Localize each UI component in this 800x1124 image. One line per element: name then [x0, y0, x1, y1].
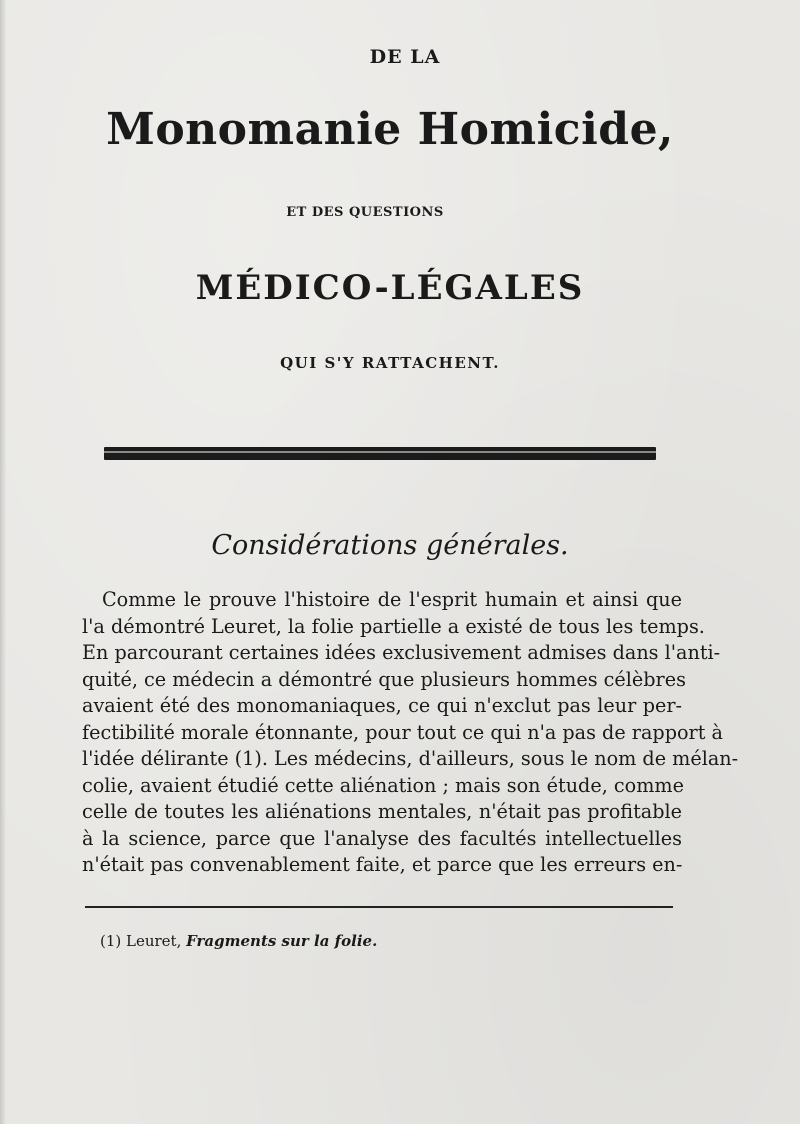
body-line: colie, avaient étudié cette aliénation ; mais son étude, comme [82, 773, 684, 797]
body-line: avaient été des monomaniaques, ce qui n'exclut pas leur per- [82, 694, 682, 717]
ornamental-rule [104, 447, 656, 460]
footnote-title: Fragments sur la folie. [186, 932, 378, 950]
body-line: Comme le prouve l'histoire de l'esprit humain et ainsi que [102, 588, 682, 611]
main-title: Monomanie Homicide, [106, 104, 674, 155]
page-edge-shadow [0, 0, 6, 1124]
section-heading: Considérations générales. [211, 530, 569, 561]
footnote [100, 932, 377, 950]
title-de-la: DE LA [369, 46, 441, 68]
body-paragraph [82, 587, 739, 879]
body-line: quité, ce médecin a démontré que plusieurs hommes célèbres [82, 667, 686, 691]
footnote-marker: (1) Leuret, [100, 932, 182, 950]
subtitle-qui-s-y-rattachent: QUI S'Y RATTACHENT. [280, 354, 500, 372]
subtitle-et-des-questions: ET DES QUESTIONS [286, 205, 444, 220]
body-line: celle de toutes les aliénations mentales, n'était pas profitable [82, 800, 682, 823]
body-line: En parcourant certaines idées exclusivement admises dans l'anti- [82, 641, 721, 664]
footnote-rule [85, 906, 673, 908]
body-line: n'était pas convenablement faite, et parce que les erreurs en- [82, 853, 683, 876]
body-line: l'idée délirante (1). Les médecins, d'ailleurs, sous le nom de mélan- [82, 747, 739, 770]
body-line: à la science, parce que l'analyse des facultés intellectuelles [82, 826, 682, 850]
subtitle-medico-legales: MÉDICO-LÉGALES [195, 268, 585, 308]
body-line: l'a démontré Leuret, la folie partielle a existé de tous les temps. [82, 614, 705, 638]
body-line: fectibilité morale étonnante, pour tout ce qui n'a pas de rapport à [82, 720, 723, 744]
